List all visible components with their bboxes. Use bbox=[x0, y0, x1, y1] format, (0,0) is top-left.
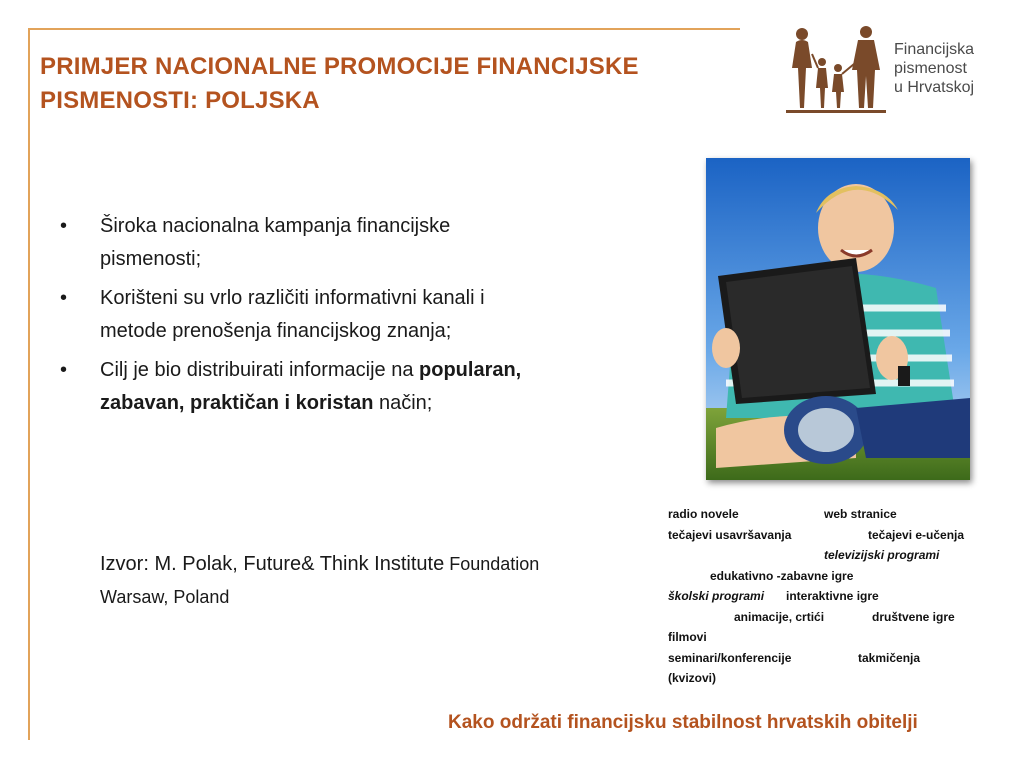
slide-title bbox=[40, 50, 740, 118]
bullet-text-1: Široka nacionalna kampanja financijske pismenosti; bbox=[100, 215, 451, 270]
channels-row-4 bbox=[668, 566, 998, 587]
channels-row-1 bbox=[668, 504, 998, 525]
channels-row-7 bbox=[668, 627, 998, 648]
channel-radio: radio novele bbox=[668, 507, 739, 521]
bullet-item-3 bbox=[60, 354, 540, 420]
logo-text bbox=[894, 40, 1014, 97]
title-line-2: PISMENOSTI: POLJSKA bbox=[40, 87, 320, 114]
logo-line-2: pismenost bbox=[894, 60, 967, 77]
channels-row-6 bbox=[668, 607, 998, 628]
bullet-text-3-bold: popularan, zabavan, praktičan i koristan bbox=[100, 359, 522, 414]
bullet-text-3b: način; bbox=[373, 392, 433, 414]
channel-web: web stranice bbox=[824, 507, 897, 521]
bullet-text-3a: Cilj je bio distribuirati informacije na bbox=[100, 359, 420, 381]
boy-with-laptop-photo bbox=[706, 158, 970, 480]
channel-interaktivne: interaktivne igre bbox=[786, 589, 879, 603]
source-main: Izvor: M. Polak, Future& Think Institute bbox=[100, 553, 445, 575]
channel-animacije: animacije, crtići bbox=[734, 609, 825, 624]
source-small: Foundation Warsaw, Poland bbox=[100, 554, 540, 607]
channels-list bbox=[668, 504, 998, 689]
channels-row-2 bbox=[668, 525, 998, 546]
frame-top-line bbox=[28, 28, 740, 30]
bullet-list bbox=[60, 210, 540, 426]
channels-row-8 bbox=[668, 648, 998, 669]
bullet-item-2 bbox=[60, 282, 540, 348]
channel-filmovi: filmovi bbox=[668, 630, 707, 644]
channel-seminari: seminari/konferencije bbox=[668, 650, 792, 665]
channel-takmicenja: takmičenja bbox=[858, 650, 921, 665]
footer-tagline: Kako održati financijsku stabilnost hrvatskih obitelji bbox=[448, 712, 918, 733]
channels-row-3 bbox=[668, 545, 998, 566]
logo-line-3: u Hrvatskoj bbox=[894, 79, 975, 96]
channel-skolski: školski programi bbox=[668, 589, 765, 603]
channel-kvizovi: (kvizovi) bbox=[668, 671, 717, 685]
channels-row-9 bbox=[668, 668, 998, 689]
channels-row-5 bbox=[668, 586, 998, 607]
source-citation bbox=[100, 548, 540, 614]
channel-drustvene: društvene igre bbox=[872, 609, 955, 624]
channel-eucenja: tečajevi e-učenja bbox=[868, 527, 965, 542]
bullet-item-1 bbox=[60, 210, 540, 276]
channel-edukativno: edukativno -zabavne igre bbox=[710, 568, 854, 583]
bullet-text-2: Korišteni su vrlo različiti informativni kanali i metode prenošenja financijskog znanja; bbox=[100, 287, 485, 342]
channel-tv: televizijski programi bbox=[824, 548, 940, 562]
channel-tecajevi: tečajevi usavršavanja bbox=[668, 527, 792, 542]
frame-left-line bbox=[28, 28, 30, 740]
title-line-1: PRIMJER NACIONALNE PROMOCIJE FINANCIJSKE bbox=[40, 53, 639, 80]
logo-line-1: Financijska bbox=[894, 41, 975, 58]
